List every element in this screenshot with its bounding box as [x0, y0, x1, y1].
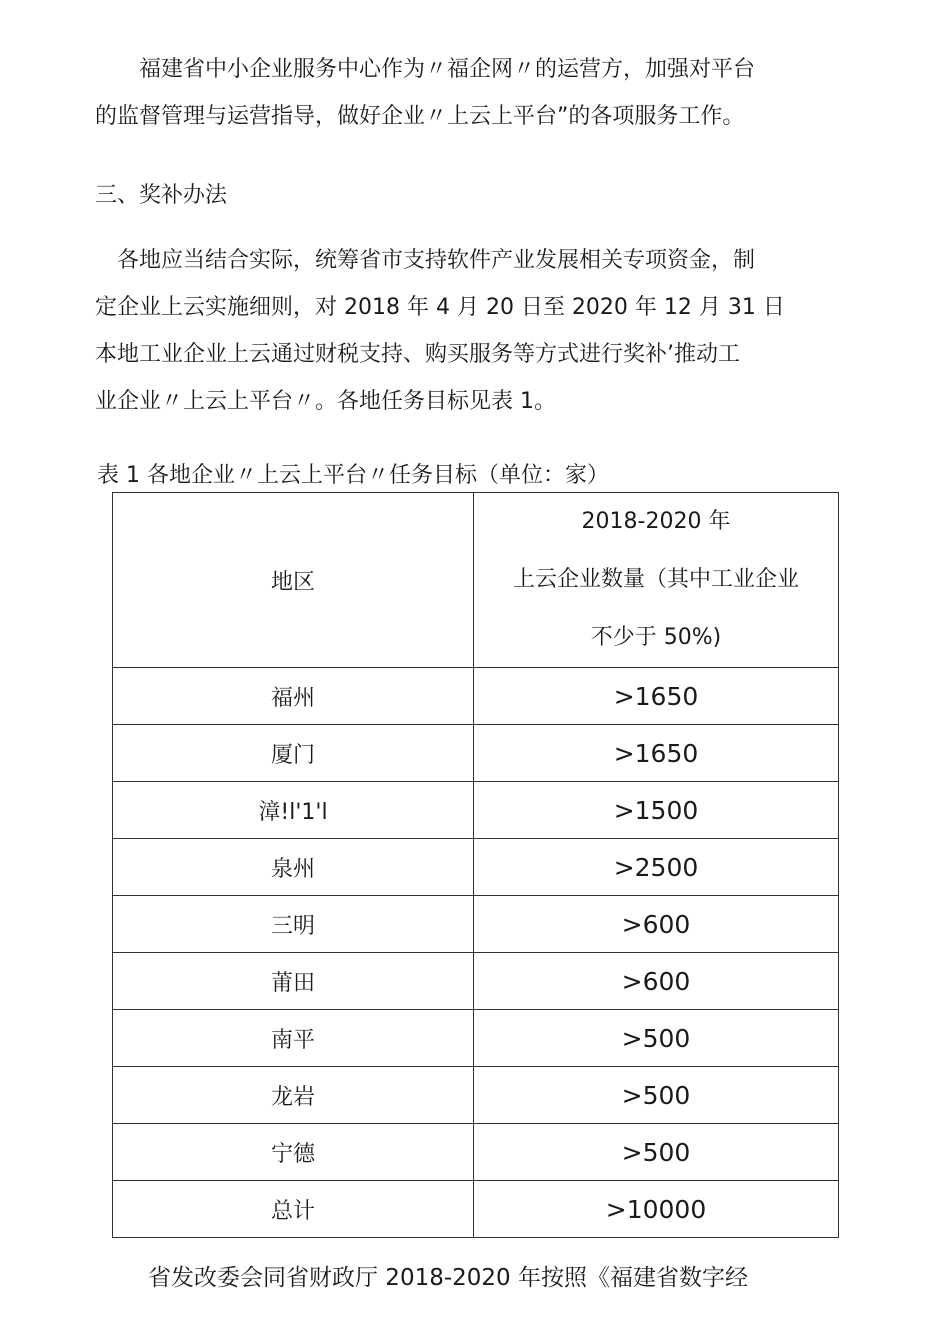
region-cell: 南平 — [113, 1010, 474, 1067]
region-cell: 龙岩 — [113, 1067, 474, 1124]
value-cell: >1650 — [474, 725, 839, 782]
table-row — [113, 953, 839, 1010]
region-cell: 福州 — [113, 668, 474, 725]
region-cell: 厦门 — [113, 725, 474, 782]
targets-table — [112, 492, 839, 1238]
section-heading: 三、奖补办法 — [95, 183, 228, 208]
header-count — [474, 493, 839, 668]
table-caption: 表 1 各地企业〃上云上平台〃任务目标（单位：家） — [97, 463, 609, 488]
value-cell: >1650 — [474, 668, 839, 725]
header-count-line: 不少于 50%) — [590, 625, 722, 650]
table-row-total — [113, 1181, 839, 1238]
table-header-row — [113, 493, 839, 668]
table-row — [113, 896, 839, 953]
intro-paragraph — [95, 46, 860, 140]
intro-line: 的监督管理与运营指导，做好企业〃上云上平台”的各项服务工作。 — [95, 104, 745, 129]
table-row — [113, 782, 839, 839]
table-row — [113, 668, 839, 725]
table-row — [113, 725, 839, 782]
value-cell: >2500 — [474, 839, 839, 896]
region-cell: 漳!l'1'l — [113, 782, 474, 839]
body-line: 本地工业企业上云通过财税支持、购买服务等方式进行奖补’推动工 — [95, 342, 740, 367]
body-line: 业企业〃上云上平台〃。各地任务目标见表 1。 — [95, 389, 556, 414]
value-cell: >500 — [474, 1124, 839, 1181]
region-cell: 三明 — [113, 896, 474, 953]
table-row — [113, 1010, 839, 1067]
header-count-line: 上云企业数量（其中工业企业 — [512, 567, 799, 592]
region-cell: 宁德 — [113, 1124, 474, 1181]
header-count-line: 2018-2020 年 — [581, 509, 731, 534]
value-cell: >600 — [474, 896, 839, 953]
table-row — [113, 839, 839, 896]
intro-line: 福建省中小企业服务中心作为〃福企网〃的运营方，加强对平台 — [95, 57, 756, 82]
value-cell: >500 — [474, 1010, 839, 1067]
value-cell: >600 — [474, 953, 839, 1010]
body-line: 各地应当结合实际，统筹省市支持软件产业发展相关专项资金，制 — [95, 248, 756, 273]
region-cell: 泉州 — [113, 839, 474, 896]
region-cell: 莆田 — [113, 953, 474, 1010]
body-line: 定企业上云实施细则，对 2018 年 4 月 20 日至 2020 年 12 月 31 日 — [95, 295, 785, 320]
body-paragraph — [95, 237, 860, 425]
value-cell: >10000 — [474, 1181, 839, 1238]
value-cell: >500 — [474, 1067, 839, 1124]
footer-line: 省发改委会同省财政厅 2018-2020 年按照《福建省数字经 — [148, 1265, 748, 1291]
value-cell: >1500 — [474, 782, 839, 839]
region-cell: 总计 — [113, 1181, 474, 1238]
table-row — [113, 1124, 839, 1181]
header-region: 地区 — [113, 493, 474, 668]
table-row — [113, 1067, 839, 1124]
